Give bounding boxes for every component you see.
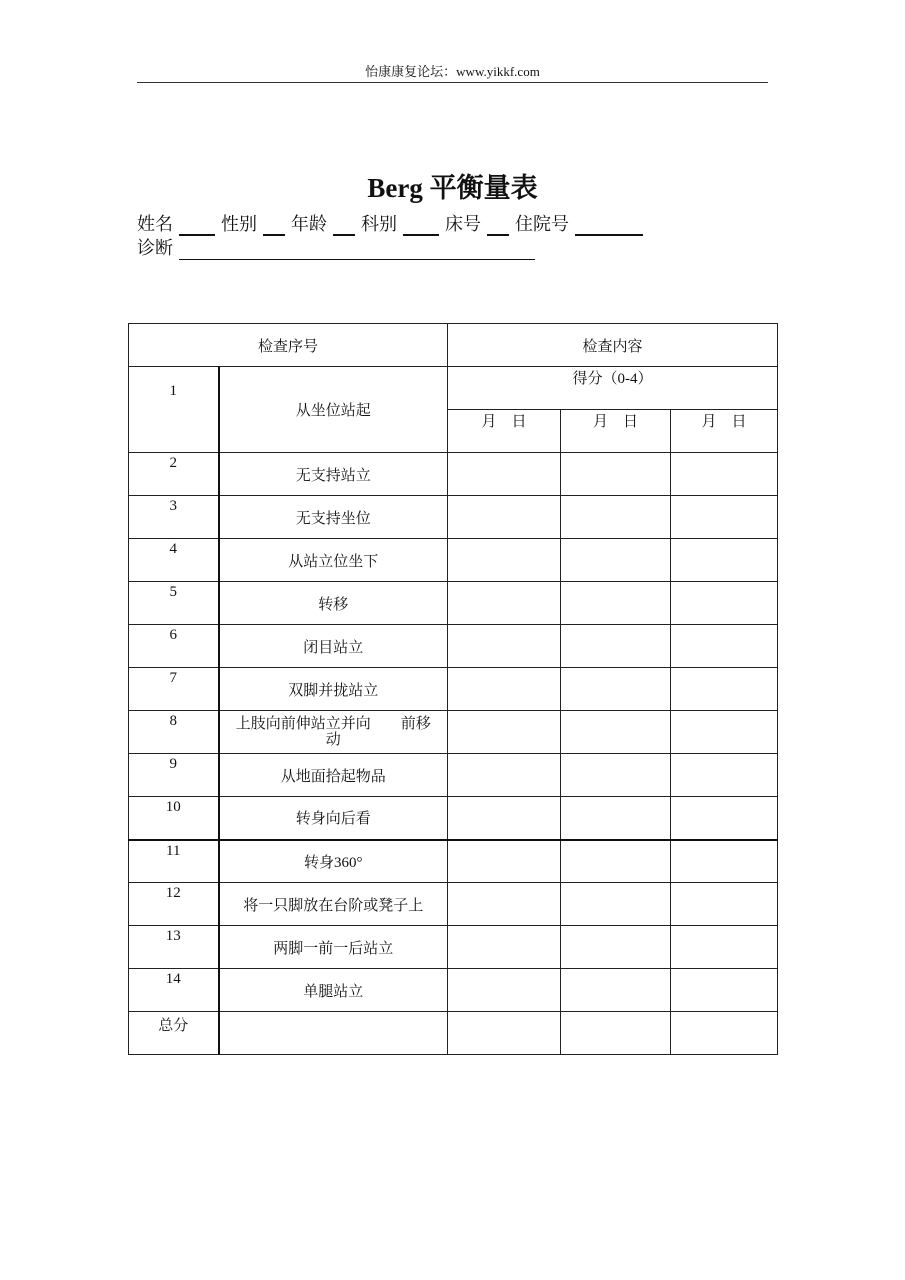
bed-label: 床号	[445, 214, 481, 234]
total-cell[interactable]	[448, 1012, 561, 1055]
score-cell[interactable]	[671, 668, 778, 711]
total-label: 总分	[129, 1012, 219, 1055]
dept-field[interactable]	[403, 215, 439, 236]
date-cell-2[interactable]: 月 日	[561, 410, 671, 453]
score-cell[interactable]	[448, 969, 561, 1012]
item-num: 1	[129, 367, 219, 453]
item-num: 6	[129, 625, 219, 668]
sex-label: 性别	[221, 214, 257, 234]
item-name: 将一只脚放在台阶或凳子上	[219, 883, 448, 926]
item-num: 13	[129, 926, 219, 969]
score-cell[interactable]	[671, 711, 778, 754]
score-header: 得分（0-4）	[448, 367, 778, 410]
name-field[interactable]	[179, 215, 215, 236]
score-cell[interactable]	[448, 840, 561, 883]
item-name: 两脚一前一后站立	[219, 926, 448, 969]
diagnosis-label: 诊断	[137, 238, 173, 258]
item-num: 14	[129, 969, 219, 1012]
page-title: Berg 平衡量表	[367, 173, 538, 203]
diagnosis-field[interactable]	[179, 240, 535, 260]
date-cell-1[interactable]: 月 日	[448, 410, 561, 453]
score-cell[interactable]	[561, 625, 671, 668]
score-cell[interactable]	[561, 883, 671, 926]
score-cell[interactable]	[448, 668, 561, 711]
bed-field[interactable]	[487, 215, 509, 236]
score-cell[interactable]	[448, 797, 561, 840]
header-seq: 检查序号	[129, 324, 448, 367]
score-cell[interactable]	[448, 926, 561, 969]
item-num: 7	[129, 668, 219, 711]
page-header: 怡康康复论坛：www.yikkf.com	[137, 62, 768, 83]
berg-balance-table	[128, 323, 778, 1055]
item-num: 9	[129, 754, 219, 797]
item-name: 转身360°	[219, 840, 448, 883]
age-label: 年龄	[291, 214, 327, 234]
score-cell[interactable]	[671, 969, 778, 1012]
admission-label: 住院号	[515, 214, 569, 234]
item-name: 从坐位站起	[219, 367, 448, 453]
score-cell[interactable]	[671, 582, 778, 625]
score-cell[interactable]	[448, 582, 561, 625]
score-cell[interactable]	[448, 625, 561, 668]
score-cell[interactable]	[561, 926, 671, 969]
sex-field[interactable]	[263, 215, 285, 236]
item-name: 转移	[219, 582, 448, 625]
score-cell[interactable]	[561, 840, 671, 883]
item-num: 11	[129, 840, 219, 883]
score-cell[interactable]	[561, 711, 671, 754]
item-name: 单腿站立	[219, 969, 448, 1012]
score-cell[interactable]	[671, 883, 778, 926]
score-cell[interactable]	[448, 453, 561, 496]
item-num: 2	[129, 453, 219, 496]
score-cell[interactable]	[671, 453, 778, 496]
total-cell[interactable]	[561, 1012, 671, 1055]
score-cell[interactable]	[671, 625, 778, 668]
diagnosis-line	[137, 236, 535, 260]
score-cell[interactable]	[561, 969, 671, 1012]
item-num: 10	[129, 797, 219, 840]
date-cell-3[interactable]: 月 日	[671, 410, 778, 453]
total-blank	[219, 1012, 448, 1055]
item-name: 无支持站立	[219, 453, 448, 496]
item-num: 8	[129, 711, 219, 754]
item-name: 转身向后看	[219, 797, 448, 840]
header-content: 检查内容	[448, 324, 778, 367]
score-cell[interactable]	[561, 582, 671, 625]
item-num: 4	[129, 539, 219, 582]
admission-field[interactable]	[575, 215, 643, 236]
name-label: 姓名	[137, 214, 173, 234]
score-cell[interactable]	[448, 496, 561, 539]
score-cell[interactable]	[448, 883, 561, 926]
score-cell[interactable]	[561, 754, 671, 797]
score-cell[interactable]	[561, 668, 671, 711]
score-cell[interactable]	[671, 926, 778, 969]
patient-info-line	[137, 212, 649, 236]
score-cell[interactable]	[561, 539, 671, 582]
score-cell[interactable]	[561, 496, 671, 539]
item-name-text: 上肢向前伸站立并向 前移动	[235, 716, 431, 748]
item-name: 无支持坐位	[219, 496, 448, 539]
score-cell[interactable]	[448, 754, 561, 797]
item-name: 从站立位坐下	[219, 539, 448, 582]
dept-label: 科别	[361, 214, 397, 234]
score-cell[interactable]	[448, 711, 561, 754]
item-num: 5	[129, 582, 219, 625]
item-name: 闭目站立	[219, 625, 448, 668]
age-field[interactable]	[333, 215, 355, 236]
score-cell[interactable]	[448, 539, 561, 582]
score-cell[interactable]	[671, 797, 778, 840]
score-cell[interactable]	[671, 754, 778, 797]
score-cell[interactable]	[671, 840, 778, 883]
score-cell[interactable]	[671, 539, 778, 582]
item-name: 从地面拾起物品	[219, 754, 448, 797]
item-num: 3	[129, 496, 219, 539]
total-cell[interactable]	[671, 1012, 778, 1055]
score-cell[interactable]	[561, 797, 671, 840]
score-cell[interactable]	[561, 453, 671, 496]
item-name	[219, 711, 448, 754]
item-name: 双脚并拢站立	[219, 668, 448, 711]
item-num: 12	[129, 883, 219, 926]
score-cell[interactable]	[671, 496, 778, 539]
